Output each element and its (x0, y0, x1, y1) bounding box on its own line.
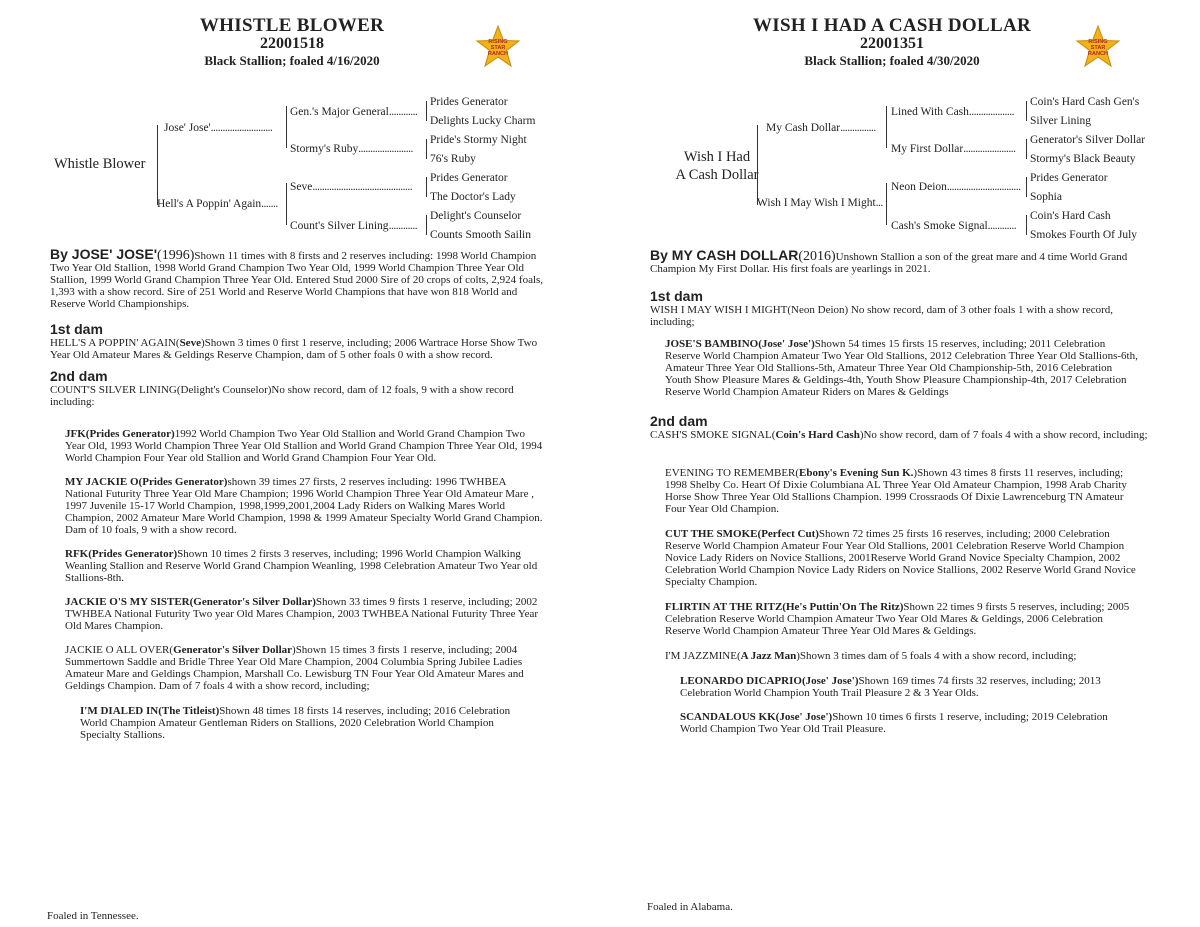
first-dam-text: HELL'S A POPPIN' AGAIN(Seve)Shown 3 times 0 first 1 reserve, including; 2006 Wartrace Horse Show Two Year Old Amateur Mares & Geldings Reserve Champion, dam of 5 other foals 0 with a show record. (50, 337, 538, 361)
produce-entry: JFK(Prides Generator)1992 World Champion Two Year Old Stallion and World Grand Champion Two Year Old, 1993 World Champion Three Year Old Stallion and World Grand Champion Three Year Old, 1994 World Champion Four Year old Stallion and World Grand Champion Four Year Old. (65, 428, 543, 464)
first-dam-produce (650, 338, 1140, 398)
produce-entry: JACKIE O'S MY SISTER(Generator's Silver Dollar)Shown 33 times 9 firsts 1 reserve, including; 2002 TWHBEA National Futurity Two year Old Mares Champion, 2003 TWHBEA National Futurity Three Year Old Mares Champion. (65, 596, 539, 632)
pedigree-dam: Wish I May Wish I Might... (757, 197, 883, 209)
first-dam-heading: 1st dam (650, 288, 703, 304)
pedigree-sdd: Stormy's Black Beauty (1030, 153, 1136, 165)
pedigree-dds: Delight's Counselor (430, 210, 522, 222)
pedigree-sss: Coin's Hard Cash Gen's (1030, 96, 1140, 108)
registration-number: 22001518 (260, 35, 324, 52)
horse-description: Black Stallion; foaled 4/16/2020 (204, 53, 380, 68)
footer-foaled: Foaled in Tennessee. (47, 910, 139, 922)
produce-entry: FLIRTIN AT THE RITZ(He's Puttin'On The Ritz)Shown 22 times 9 firsts 5 reserves, including; 2005 Celebration Reserve World Champion Amateur Two Year Old Mares & Geldings, 2006 Celebration Reserve World Champion Amateur Three Year Old Mares & Geldings. (665, 601, 1130, 637)
rising-star-ranch-logo (1075, 24, 1121, 70)
pedigree-dds: Coin's Hard Cash (1030, 210, 1111, 222)
produce-entry: RFK(Prides Generator)Shown 10 times 2 firsts 3 reserves, including; 1996 World Champion Walking Weanling Stallion and Reserve World Grand Champion Weanling, 1998 Celebration Amateur Two Year old Stallions-8th. (65, 548, 538, 584)
pedigree-ddd: Counts Smooth Sailin (430, 229, 531, 241)
logo-text-1: RISING (488, 39, 508, 45)
logo-text-3: RANCH (1087, 51, 1109, 57)
right-body (650, 249, 1150, 735)
first-dam-text: WISH I MAY WISH I MIGHT(Neon Deion) No show record, dam of 3 other foals 1 with a show record, including; (650, 304, 1114, 328)
registration-number: 22001351 (860, 35, 924, 52)
produce-sub-entry: I'M DIALED IN(The Titleist)Shown 48 times 18 firsts 14 reserves, including; 2016 Celebration World Champion Amateur Gentleman Riders on Stallions, 2020 Celebration World Champion Specialty Stallions. (80, 705, 511, 741)
logo-text-2: STAR (490, 45, 506, 51)
sire-description: By MY CASH DOLLAR(2016)Unshown Stallion a son of the great mare and 4 time World Grand Champion My First Dollar. His first foals are yearlings in 2021. (650, 247, 1128, 275)
left-body (50, 248, 552, 741)
pedigree-sdd: 76's Ruby (430, 153, 476, 165)
rising-star-ranch-logo (475, 24, 521, 70)
logo-text-2: STAR (1090, 45, 1106, 51)
pedigree-sire: My Cash Dollar............... (766, 122, 876, 134)
pedigree-sds: Generator's Silver Dollar (1030, 134, 1146, 146)
second-dam-heading: 2nd dam (50, 368, 108, 384)
pedigree-dam-dam: Cash's Smoke Signal............ (891, 220, 1017, 232)
produce-entry: JACKIE O ALL OVER(Generator's Silver Dollar)Shown 15 times 3 firsts 1 reserve, including; 2004 Summertown Saddle and Bridle Three Year Old Mare Champion, 2004 Columbia Spring Jubilee Ladies Amateur Mare and Geldings Champion, Marshall Co. Lewisburg TN Four Year Old Amateur Mares and Geldings Champion. Dam of 7 foals 4 with a show record, including; (65, 644, 524, 692)
pedigree-subject: Wish I Had A Cash Dollar (675, 149, 759, 183)
produce-entry: I'M JAZZMINE(A Jazz Man)Shown 3 times dam of 5 foals 4 with a show record, including; (665, 650, 1077, 662)
pedigree-dam-sire: Neon Deion............................... (891, 181, 1021, 193)
pedigree-ddd: Smokes Fourth Of July (1030, 229, 1138, 241)
sire-description: By JOSE' JOSE'(1996)Shown 11 times with 8 firsts and 2 reserves including: 1998 World Champion Two Year Old Stallion, 1998 World Grand Champion Two Year Old, 1999 World Champion Three Year Old Stallion, 1999 World Grand Champion Three Year Old. Entered Stud 2000 Sire of 20 crops of colts, 2,924 foals, 1,393 with a show record. Sire of 251 World and Reserve World Champions that have won 818 World and Reserve World Championships. (50, 246, 544, 310)
second-dam-text: COUNT'S SILVER LINING(Delight's Counselor)No show record, dam of 12 foals, 9 with a show record including: (50, 384, 514, 408)
produce-sub-entry: SCANDALOUS KK(Jose' Jose')Shown 10 times 6 firsts 1 reserve, including; 2019 Celebration World Champion Two Year Old Trail Pleasure. (680, 711, 1108, 735)
logo-text-3: RANCH (487, 51, 509, 57)
produce-entry: MY JACKIE O(Prides Generator)shown 39 times 27 firsts, 2 reserves including: 1996 TWHBEA National Futurity Three Year Old Mare Champion; 1996 World Champion Three Year Old Amateur Mare , 1997 Juvenile 15-17 World Champion, 1998,1999,2001,2004 Lady Riders on Walking Mares World Champion, 2002 Amateur Mare World Champion, 1998 & 1999 Amateur Specialty World Grand Champion. Dam of 10 foals, 9 with a show record. (65, 476, 543, 536)
pedigree-sire-dam: Stormy's Ruby....................... (290, 143, 413, 155)
pedigree-subject: Whistle Blower (54, 156, 146, 172)
pedigree-dam-dam: Count's Silver Lining............ (290, 220, 418, 232)
pedigree-dss: Prides Generator (430, 172, 508, 184)
produce-entry: JOSE'S BAMBINO(Jose' Jose')Shown 54 times 15 firsts 15 reserves, including; 2011 Celebration Reserve World Champion Amateur Two Year Old Stallions, 2012 Celebration Three Year Old Stallions-6th, Amateur Three Year Old Stallions-5th, Amateur Three Year Old Championship-5th, 2016 Celebration Youth Show Pleasure Mares & Geldings-4th, Youth Show Pleasure Championship-4th, 2017 Celebration Reserve World Champion Amateur Riders on Mares & Geldings (665, 338, 1138, 398)
pedigree-ssd: Silver Lining (1030, 115, 1092, 127)
pedigree-ssd: Delights Lucky Charm (430, 115, 536, 127)
produce-entry: CUT THE SMOKE(Perfect Cut)Shown 72 times 25 firsts 16 reserves, including; 2000 Celebration Reserve World Champion Amateur Four Year Old Stallions, 2001 Celebration Reserve World Champion Novice Lady Riders on Novice Stallions, 2001Reserve World Grand Novice Specialty Champion, 2002 Celebration World Champion Novice Lady Riders on Novice Stallions, 2002 Reserve World Grand Novice Specialty Champion. (665, 528, 1136, 588)
footer-foaled: Foaled in Alabama. (647, 901, 733, 913)
pedigree-sss: Prides Generator (430, 96, 508, 108)
pedigree-dss: Prides Generator (1030, 172, 1108, 184)
pedigree-dam-sire: Seve.......................................... (290, 181, 413, 193)
pedigree-dsd: Sophia (1030, 191, 1062, 203)
horse-description: Black Stallion; foaled 4/30/2020 (804, 53, 980, 68)
pedigree-dsd: The Doctor's Lady (430, 191, 516, 203)
produce-entry: EVENING TO REMEMBER(Ebony's Evening Sun K.)Shown 43 times 8 firsts 11 reserves, including; 1998 Shelby Co. Heart Of Dixie Columbiana AL Three Year Old Amateur Champion, 1998 Arab Charity Horse Show Three Year Old Stallions Champion. 1999 Crossraods Of Dixie Lawrenceburg TN Amateur Four Year Old Champion. (665, 467, 1127, 515)
pedigree-sire: Jose' Jose'.......................... (164, 122, 273, 134)
pedigree-sire-dam: My First Dollar...................... (891, 143, 1016, 155)
logo-text-1: RISING (1088, 39, 1108, 45)
second-dam-text: CASH'S SMOKE SIGNAL(Coin's Hard Cash)No show record, dam of 7 foals 4 with a show record, including; (650, 429, 1148, 441)
pedigree-dam: Hell's A Poppin' Again....... (157, 198, 278, 210)
horse-name: WHISTLE BLOWER (199, 15, 385, 36)
first-dam-heading: 1st dam (50, 321, 103, 337)
pedigree-sds: Pride's Stormy Night (430, 134, 527, 146)
horse-name: WISH I HAD A CASH DOLLAR (752, 15, 1031, 36)
second-dam-heading: 2nd dam (650, 413, 708, 429)
pedigree-sire-sire: Gen.'s Major General............ (290, 106, 418, 118)
right-page (600, 0, 1200, 927)
pedigree-sire-sire: Lined With Cash................... (891, 106, 1015, 118)
produce-sub-entry: LEONARDO DICAPRIO(Jose' Jose')Shown 169 times 74 firsts 32 reserves, including; 2013 Celebration World Champion Youth Trail Pleasure 2 & 3 Year Olds. (680, 675, 1101, 699)
